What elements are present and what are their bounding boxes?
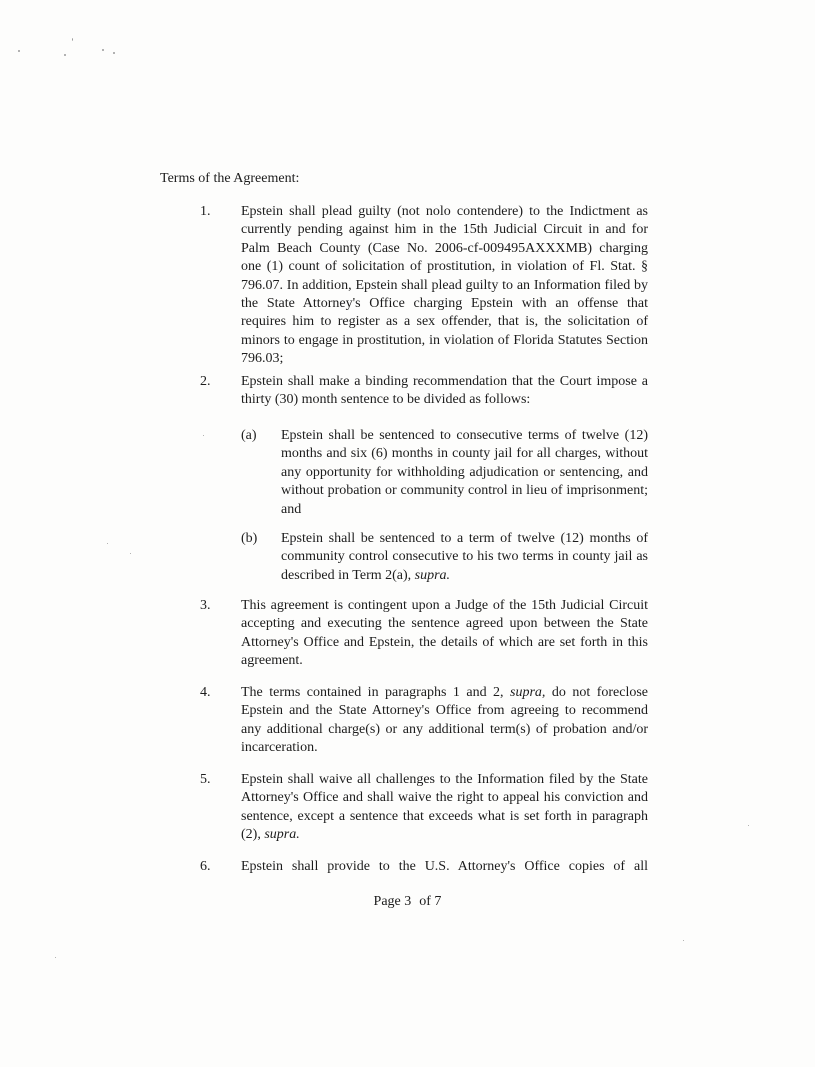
term-text-italic: supra, — [510, 685, 546, 700]
subterm-a — [241, 427, 648, 519]
term-text-before: The terms contained in paragraphs 1 and 2, — [241, 685, 511, 700]
term-number: 4. — [200, 685, 211, 700]
term-item-3 — [200, 597, 648, 671]
term-item-4 — [200, 684, 648, 758]
term-item-2 — [200, 373, 648, 410]
term-text: Epstein shall make a binding recommendation that the Court impose a thirty (30) month sentence to be divided as follows: — [241, 374, 648, 408]
term-number: 1. — [200, 204, 211, 219]
term-text: Epstein shall plead guilty (not nolo contendere) to the Indictment as currently pending against him in the 15th Judicial Circuit in and for Palm Beach County (Case No. 2006-cf-009495AXXXMB) charging one (1) count of solicitation of prostitution, in violation of Fl. Stat. § 796.07. In addition, Epstein shall plead guilty to an Information filed by the State Attorney's Office charging Epstein with an offense that requires him to register as a sex offender, that is, the solicitation of minors to engage in prostitution, in violation of Florida Statutes Section 796.03; — [241, 204, 648, 367]
term-text-after: do not foreclose Epstein and the State Attorney's Office from agreeing to recommend any additional charge(s) or any additional term(s) of probation and/or incarceration. — [241, 685, 649, 756]
term-text: This agreement is contingent upon a Judge of the 15th Judicial Circuit accepting and executing the sentence agreed upon between the State Attorney's Office and Epstein, the details of which are set forth in this agreement. — [241, 598, 648, 669]
section-heading: Terms of the Agreement: — [160, 171, 300, 186]
subterm-text-main: Epstein shall be sentenced to a term of twelve (12) months of community control consecutive to his two terms in county jail as described in Term 2(a), — [281, 531, 648, 583]
term-item-1 — [200, 203, 648, 369]
page-footer — [0, 893, 815, 911]
subterm-text — [281, 530, 648, 585]
subterm-letter: (a) — [241, 428, 257, 443]
term-item-5 — [200, 771, 648, 845]
page-number: Page 3 — [373, 894, 412, 909]
subterm-text-italic: supra. — [414, 567, 451, 583]
subterm-text: Epstein shall be sentenced to consecutive terms of twelve (12) months and six (6) months in county jail for all charges, without any opportunity for withholding adjudication or sentencing, and without probation or community control in lieu of imprisonment; and — [281, 428, 648, 517]
term-number: 3. — [200, 598, 211, 613]
subterm-letter: (b) — [241, 531, 258, 546]
term-item-6 — [200, 858, 648, 876]
term-text-italic: supra. — [264, 827, 300, 843]
term-number: 5. — [200, 772, 211, 787]
term-text: Epstein shall provide to the U.S. Attorney's Office copies of all — [241, 859, 648, 874]
term-text — [241, 771, 648, 845]
term-text-before: Epstein shall waive all challenges to the Information filed by the State Attorney's Office and shall waive the right to appeal his conviction and sentence, except a sentence that exceeds what is set forth in paragraph (2), — [241, 772, 648, 843]
term-number: 2. — [200, 374, 211, 389]
page-total: of 7 — [419, 894, 442, 909]
subterm-b — [241, 530, 648, 585]
term-number: 6. — [200, 859, 211, 874]
term-text — [241, 684, 648, 758]
